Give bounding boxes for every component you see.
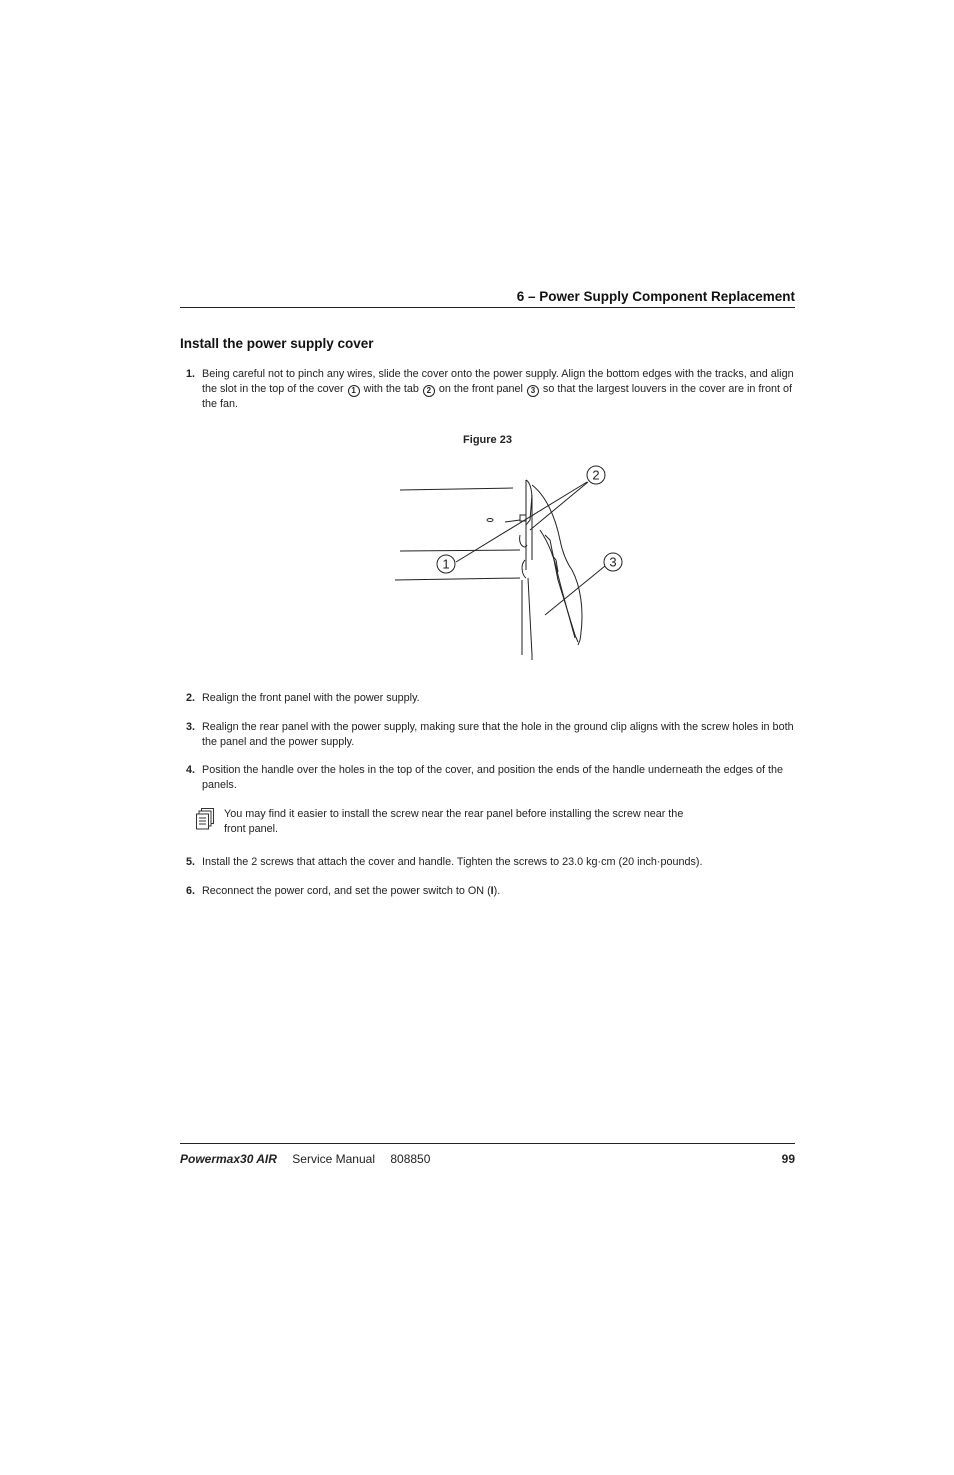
step-number: 4. (186, 764, 196, 776)
page-number: 99 (781, 1152, 795, 1166)
callout-2-icon: 2 (423, 385, 435, 397)
step-number: 6. (186, 885, 196, 897)
doc-type: Service Manual (292, 1152, 375, 1166)
step-6 (186, 884, 796, 899)
cover-bottom-line (395, 578, 520, 580)
doc-number: 808850 (390, 1152, 431, 1166)
chapter-title: 6 – Power Supply Component Replacement (516, 289, 795, 304)
callout-2-label: 2 (592, 467, 600, 483)
footer (180, 1152, 795, 1166)
step-3 (186, 720, 796, 750)
leader-line-3 (545, 566, 605, 615)
front-panel-edge (526, 480, 532, 570)
callout-3-icon: 3 (527, 385, 539, 397)
step-text: Realign the front panel with the power supply. (202, 692, 420, 704)
callout-3-label: 3 (609, 554, 617, 570)
callout-1-icon: 1 (348, 385, 360, 397)
step-4 (186, 763, 796, 793)
cover-top-line (400, 488, 513, 490)
figure-power-supply-cover (380, 460, 640, 660)
note-pages-icon (196, 808, 214, 830)
step-text: Position the handle over the holes in the top of the cover, and position the ends of the handle underneath the edges of the panels. (202, 764, 784, 791)
step-number: 1. (186, 368, 196, 380)
cover-mid-line (400, 550, 520, 551)
step-text: Install the 2 screws that attach the cover and handle. Tighten the screws to 23.0 kg·cm (20 inch·pounds). (202, 856, 703, 868)
step-1 (186, 367, 796, 412)
header-rule (180, 307, 795, 308)
leader-line-2 (530, 482, 588, 530)
step-2 (186, 691, 796, 706)
power-switch-symbol: I (490, 885, 494, 897)
callout-1-label: 1 (442, 556, 450, 572)
step-text: Realign the rear panel with the power supply, making sure that the hole in the ground clip aligns with the screw holes in both the panel and the power supply. (202, 721, 794, 748)
screw-hole (487, 519, 493, 522)
step-5 (186, 855, 796, 870)
step-text: Reconnect the power cord, and set the power switch to ON (I). (202, 885, 501, 897)
section-title: Install the power supply cover (180, 336, 374, 351)
product-name: Powermax30 AIR (180, 1152, 277, 1166)
note-text: You may find it easier to install the screw near the rear panel before installing the screw near the front panel. (224, 808, 684, 835)
step-number: 5. (186, 856, 196, 868)
step-number: 3. (186, 721, 196, 733)
footer-rule (180, 1143, 795, 1144)
leader-line-1 (456, 482, 587, 562)
step-number: 2. (186, 692, 196, 704)
figure-label: Figure 23 (463, 434, 512, 446)
step-text: Being careful not to pinch any wires, slide the cover onto the power supply. Align the bottom edges with the tracks, and align the slot in the top of the cover 1 with the tab 2 on the front panel 3 so that the largest louvers in the cover are in front of the fan. (202, 368, 794, 410)
